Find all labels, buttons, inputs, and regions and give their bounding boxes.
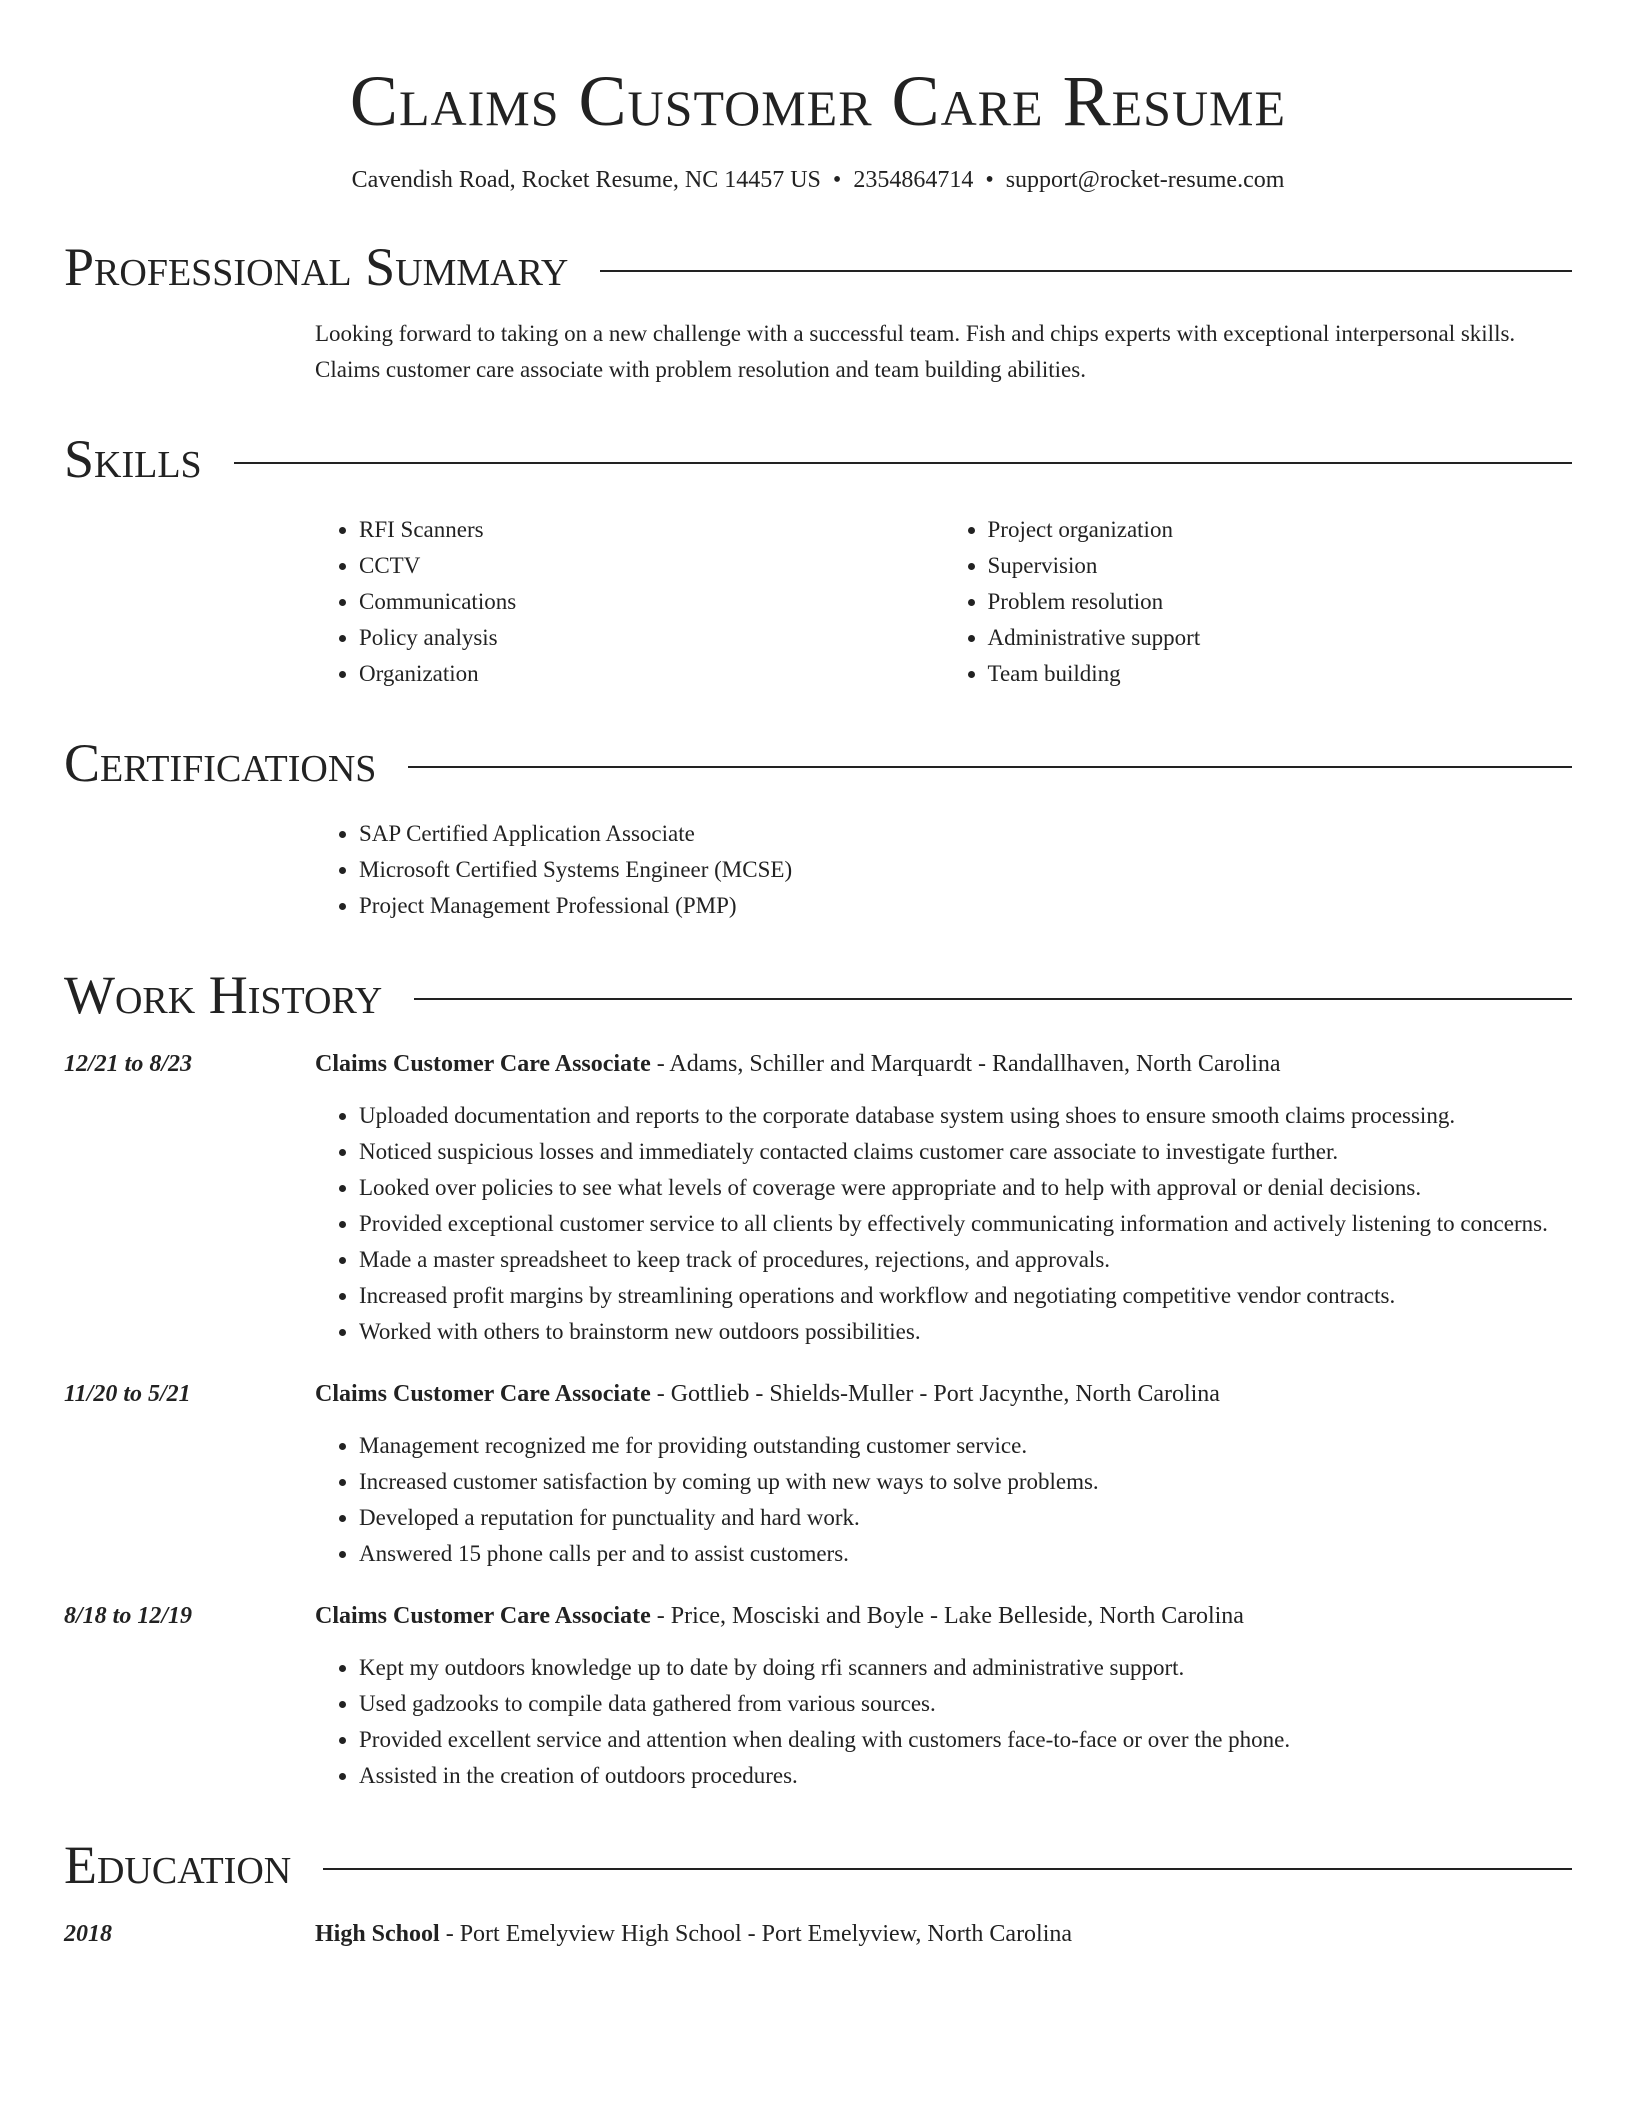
contact-email: support@rocket-resume.com [1005, 167, 1285, 193]
certifications-section-header [64, 732, 1572, 794]
work-entry [64, 1046, 1572, 1350]
contact-line [64, 164, 1572, 196]
contact-separator: • [832, 167, 842, 193]
work-employer: - Price, Mosciski and Boyle - Lake Belleside, North Carolina [650, 1603, 1244, 1629]
section-heading-certifications: Certifications [64, 733, 377, 793]
work-bullet: • Provided excellent service and attention when dealing with customers face-to-face or over the phone. [359, 1722, 1572, 1758]
certification-item: • Microsoft Certified Systems Engineer (MCSE) [359, 852, 1572, 888]
section-heading-skills: Skills [64, 429, 202, 489]
work-bullet: • Uploaded documentation and reports to the corporate database system using shoes to ensure smooth claims processing. [359, 1098, 1572, 1134]
summary-text: Looking forward to taking on a new challenge with a successful team. Fish and chips experts with exceptional interpersonal skills. Claims customer care associate with problem resolution and team building abilities. [315, 321, 1516, 382]
work-heading [315, 1598, 1572, 1634]
work-bullet: • Management recognized me for providing outstanding customer service. [359, 1428, 1572, 1464]
summary-section-header [64, 236, 1572, 298]
work-bullet: • Increased customer satisfaction by coming up with new ways to solve problems. [359, 1464, 1572, 1500]
education-entry [64, 1916, 1572, 1952]
certification-item: • Project Management Professional (PMP) [359, 888, 1572, 924]
section-heading-education: Education [64, 1835, 292, 1895]
skill-item: • Problem resolution [988, 584, 1573, 620]
work-bullet: • Increased profit margins by streamlining operations and workflow and negotiating competitive vendor contracts. [359, 1278, 1572, 1314]
work-employer: - Gottlieb - Shields-Muller - Port Jacynthe, North Carolina [650, 1381, 1220, 1407]
work-bullet: • Assisted in the creation of outdoors procedures. [359, 1758, 1572, 1794]
work-role: Claims Customer Care Associate [315, 1603, 651, 1629]
skills-column-right [944, 512, 1573, 692]
section-divider [408, 766, 1572, 768]
education-school: - Port Emelyview High School - Port Emelyview, North Carolina [439, 1921, 1073, 1947]
work-bullet: • Answered 15 phone calls per and to assist customers. [359, 1536, 1572, 1572]
section-divider [600, 270, 1572, 272]
skill-item: • Policy analysis [359, 620, 944, 656]
skill-item: • Administrative support [988, 620, 1573, 656]
work-employer: - Adams, Schiller and Marquardt - Randallhaven, North Carolina [650, 1051, 1281, 1077]
skill-item: • Project organization [988, 512, 1573, 548]
work-heading [315, 1046, 1572, 1082]
work-bullet: • Developed a reputation for punctuality and hard work. [359, 1500, 1572, 1536]
section-heading-work-history: Work History [64, 965, 383, 1025]
work-bullet: • Kept my outdoors knowledge up to date by doing rfi scanners and administrative support. [359, 1650, 1572, 1686]
work-dates: 8/18 to 12/19 [64, 1603, 193, 1629]
work-dates: 12/21 to 8/23 [64, 1051, 193, 1077]
section-divider [323, 1868, 1572, 1870]
skill-item: • Communications [359, 584, 944, 620]
skill-item: • RFI Scanners [359, 512, 944, 548]
education-dates: 2018 [64, 1921, 112, 1947]
education-heading [315, 1916, 1572, 1952]
work-bullet: • Used gadzooks to compile data gathered from various sources. [359, 1686, 1572, 1722]
section-divider [234, 462, 1572, 464]
work-dates: 11/20 to 5/21 [64, 1381, 191, 1407]
contact-phone: 2354864714 [853, 167, 974, 193]
certification-item: • SAP Certified Application Associate [359, 816, 1572, 852]
resume-title: Claims Customer Care Resume [349, 61, 1287, 141]
skill-item: • Team building [988, 656, 1573, 692]
work-bullets [315, 1098, 1572, 1350]
work-bullet: • Looked over policies to see what levels of coverage were appropriate and to help with approval or denial decisions. [359, 1170, 1572, 1206]
work-bullet: • Made a master spreadsheet to keep track of procedures, rejections, and approvals. [359, 1242, 1572, 1278]
work-bullets [315, 1428, 1572, 1572]
education-section-header [64, 1834, 1572, 1896]
contact-address: Cavendish Road, Rocket Resume, NC 14457 US [351, 167, 821, 193]
skills-section-header [64, 428, 1572, 490]
work-bullet: • Provided exceptional customer service to all clients by effectively communicating information and actively listening to concerns. [359, 1206, 1572, 1242]
work-role: Claims Customer Care Associate [315, 1051, 651, 1077]
work-entry [64, 1376, 1572, 1572]
skill-item: • Supervision [988, 548, 1573, 584]
work-heading [315, 1376, 1572, 1412]
work-history-section-header [64, 964, 1572, 1026]
education-degree: High School [315, 1921, 440, 1947]
work-bullet: • Worked with others to brainstorm new outdoors possibilities. [359, 1314, 1572, 1350]
section-divider [414, 998, 1572, 1000]
skills-list [315, 512, 1572, 692]
work-entry [64, 1598, 1572, 1794]
work-role: Claims Customer Care Associate [315, 1381, 651, 1407]
work-bullets [315, 1650, 1572, 1794]
section-heading-summary: Professional Summary [64, 237, 569, 297]
contact-separator: • [985, 167, 994, 193]
skill-item: • Organization [359, 656, 944, 692]
skill-item: • CCTV [359, 548, 944, 584]
skills-column-left [315, 512, 944, 692]
work-bullet: • Noticed suspicious losses and immediately contacted claims customer care associate to investigate further. [359, 1134, 1572, 1170]
certifications-list [315, 816, 1572, 924]
